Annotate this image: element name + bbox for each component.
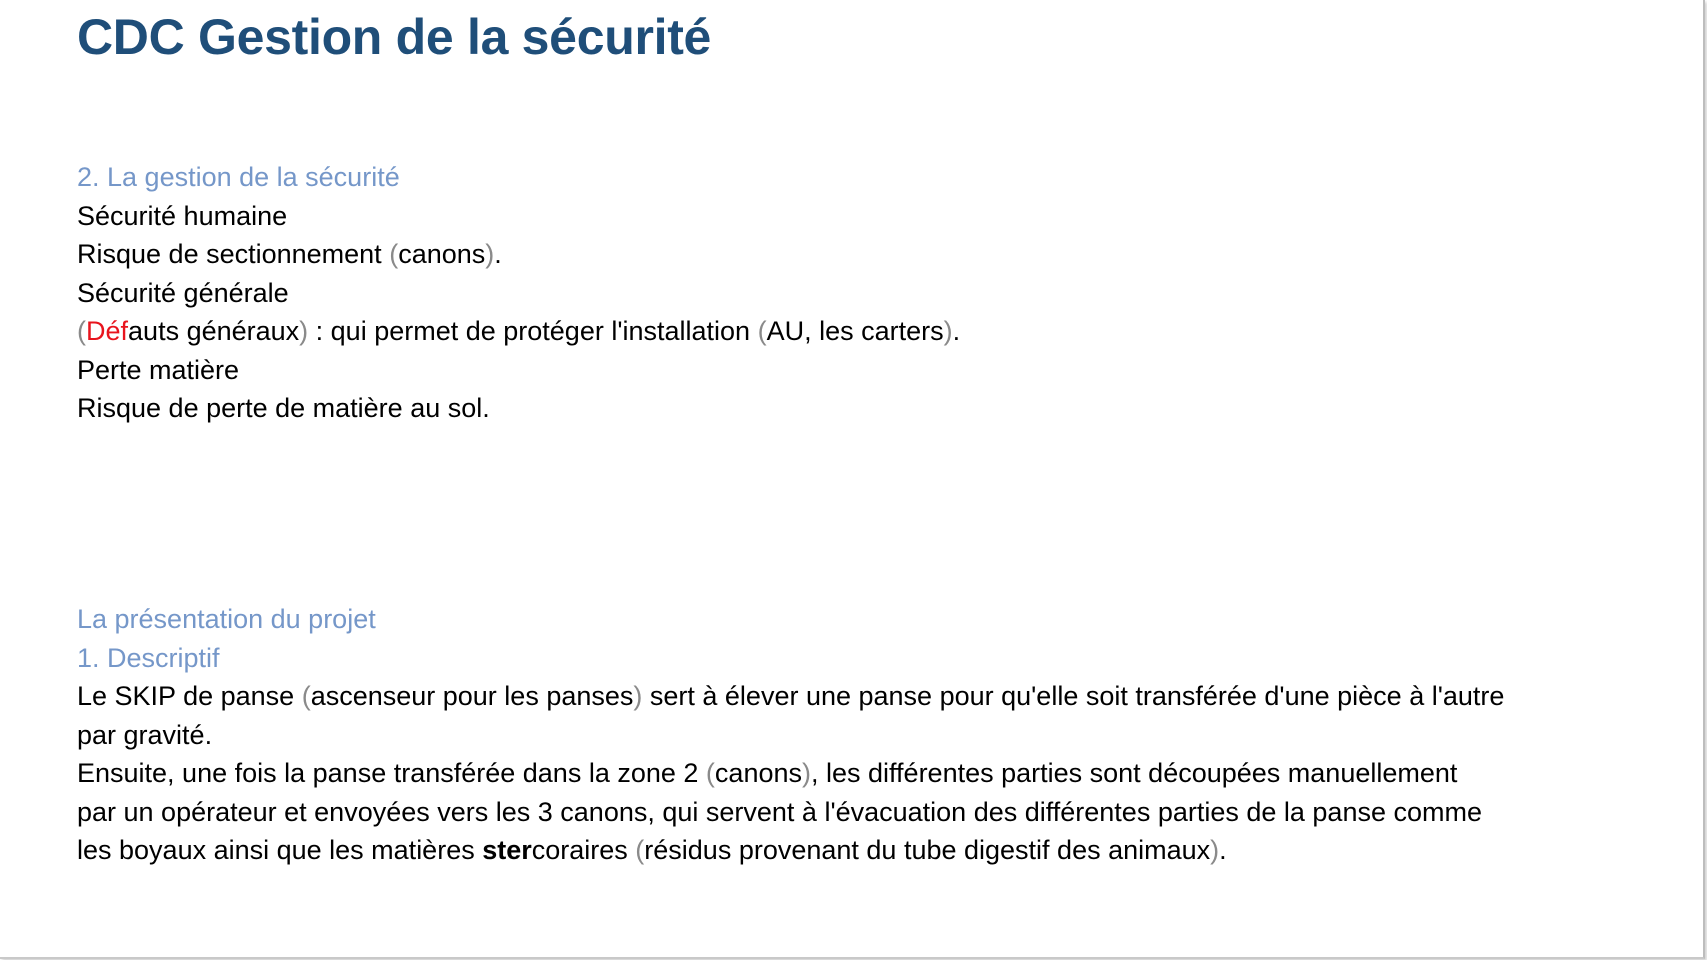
section-subheading: 1. Descriptif <box>77 642 220 673</box>
section-heading: 2. La gestion de la sécurité <box>77 162 400 192</box>
general-security-text: (Défauts généraux) : qui permet de protéger l'installation (AU, les carters). <box>77 316 961 346</box>
section-project <box>77 600 1504 870</box>
paragraph-line: par un opérateur et envoyées vers les 3 canons, qui servent à l'évacuation des différentes parties de la panse comme <box>77 796 1482 827</box>
highlighted-text: Déf <box>86 316 129 346</box>
paragraph-line: les boyaux ainsi que les matières stercoraires (résidus provenant du tube digestif des animaux). <box>77 835 1227 865</box>
section-security <box>77 158 960 428</box>
material-loss-text: Risque de perte de matière au sol. <box>77 393 490 423</box>
paragraph-line: Le SKIP de panse (ascenseur pour les panses) sert à élever une panse pour qu'elle soit transférée d'une pièce à l'autre <box>77 681 1505 711</box>
paragraph-line: Ensuite, une fois la panse transférée dans la zone 2 (canons), les différentes parties sont découpées manuellement <box>77 758 1458 788</box>
paragraph-line: par gravité. <box>77 719 213 750</box>
bold-text: ster <box>482 835 532 865</box>
document-title: CDC Gestion de la sécurité <box>77 9 712 65</box>
general-security-title: Sécurité générale <box>77 277 289 308</box>
human-security-text: Risque de sectionnement (canons). <box>77 239 502 269</box>
material-loss-title: Perte matière <box>77 354 240 385</box>
section-heading: La présentation du projet <box>77 604 376 634</box>
human-security-title: Sécurité humaine <box>77 200 288 231</box>
